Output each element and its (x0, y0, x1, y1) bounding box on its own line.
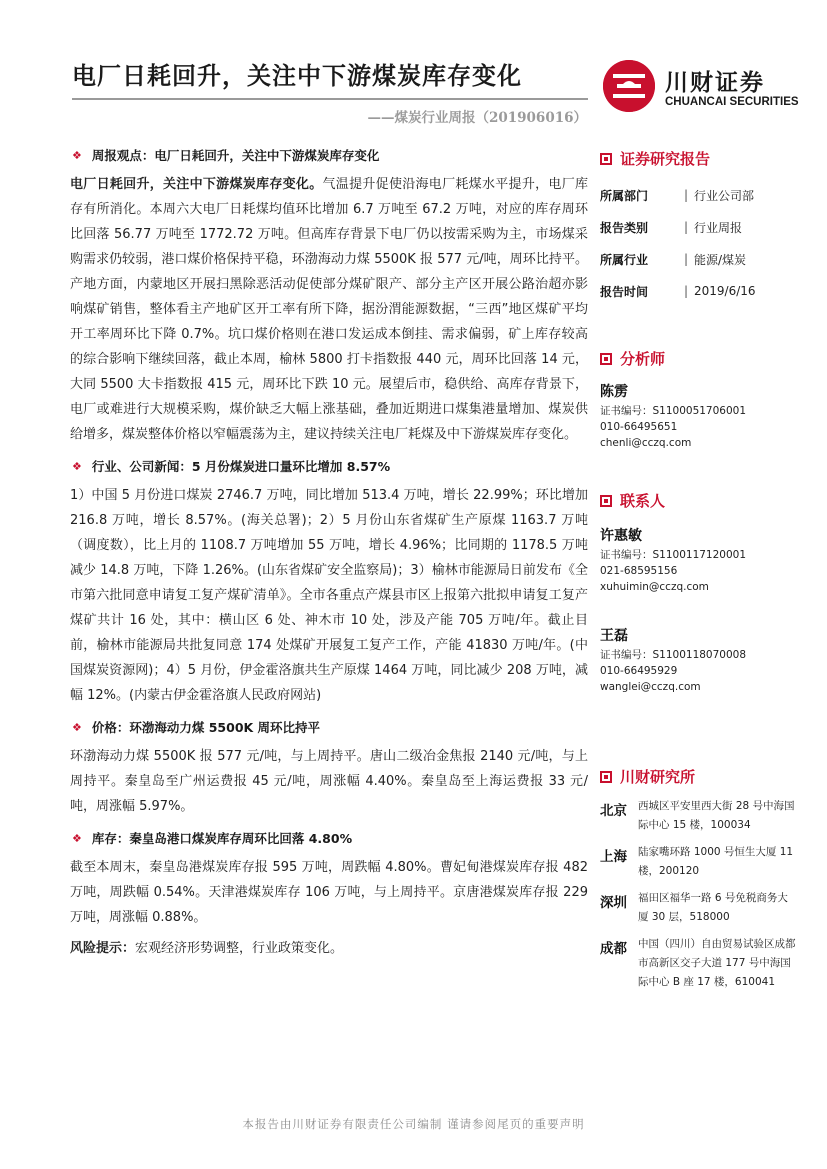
page-title: 电厂日耗回升，关注中下游煤炭库存变化 (72, 61, 522, 90)
contact-email[interactable]: xuhuimin@cczq.com (600, 581, 709, 593)
info-row-department (600, 179, 800, 211)
contacts-heading (600, 490, 800, 511)
diamond-bullet-icon: ❖ (72, 148, 82, 162)
company-logo-icon (603, 60, 655, 112)
report-info-panel (600, 148, 800, 307)
info-row-industry (600, 243, 800, 275)
institute-heading (600, 766, 800, 787)
analyst-panel (600, 348, 800, 451)
info-key: 所属行业 (600, 252, 649, 267)
diamond-bullet-icon: ❖ (72, 720, 82, 734)
contacts-panel (600, 490, 800, 695)
contact-card (600, 525, 800, 595)
inventory-paragraph: 截至本周末，秦皇岛港煤炭库存报 595 万吨，周跌幅 4.80%。曹妃甸港煤炭库存报 482 万吨，周跌幅 0.54%。天津港煤炭库存 106 万吨，与上周持平。京唐港煤炭库存报 229 万吨，周涨幅 0.88%。 (70, 860, 588, 925)
contact-name: 许惠敏 (600, 528, 642, 544)
section-heading-news (72, 457, 588, 475)
contact-cert: 证书编号：S1100118070008 (600, 649, 747, 661)
info-key: 报告类别 (600, 220, 649, 235)
contact-email[interactable]: wanglei@cczq.com (600, 681, 701, 693)
diamond-bullet-icon: ❖ (72, 459, 82, 473)
office-city: 深圳 (600, 895, 627, 911)
section-heading-price (72, 718, 588, 736)
report-info-heading (600, 148, 800, 169)
contact-phone: 021-68595156 (600, 565, 678, 577)
office-city: 上海 (600, 849, 627, 865)
office-city: 北京 (600, 803, 627, 819)
info-value: 行业周报 (694, 220, 743, 235)
footer-disclaimer: 本报告由川财证券有限责任公司编制 谨请参阅尾页的重要声明 (242, 1117, 585, 1131)
contact-cert: 证书编号：S1100117120001 (600, 549, 747, 561)
info-key: 所属部门 (600, 188, 649, 203)
office-address: 福田区福华一路 6 号免税商务大厦 30 层，518000 (638, 892, 788, 923)
office-city: 成都 (600, 941, 627, 957)
analyst-email[interactable]: chenli@cczq.com (600, 437, 692, 449)
square-bullet-icon (600, 495, 612, 507)
office-chengdu (600, 935, 800, 992)
outlook-body: 气温提升促使沿海电厂耗煤水平提升，电厂库存有所消化。本周六大电厂日耗煤均值环比增加 6.7 万吨至 67.2 万吨，对应的库存周环比回落 56.77 万吨至 1772.72 万吨。但高库存背景下电厂仍以按需采购为主，市场煤采购需求仍较弱，港口煤价格保持平稳，环渤海动力煤 5500K 报 577 元/吨，周环比持平。产地方面，内蒙地区开展扫黑除恶活动促使部分煤矿限产、部分主产区开展公路治超亦影响煤矿销售，整体看主产地矿区开工率有所下降，据汾渭能源数据，“三西”地区煤矿平均开工率周环比下降 0.7%。坑口煤价格则在港口发运成本倒挂、需求偏弱，矿上库存较高的综合影响下继续回落，截止本周，榆林 5800 打卡指数报 440 元，周环比回落 14 元，大同 5500 大卡指数报 415 元，周环比下跌 10 元。展望后市，稳供给、高库存背景下，电厂或难进行大规模采购，煤价缺乏大幅上涨基础，叠加近期进口煤集港量增加、煤炭供给增多，煤炭整体价格以窄幅震荡为主，建议持续关注电厂耗煤及中下游煤炭库存变化。 (70, 177, 588, 442)
risk-text: 宏观经济形势调整，行业政策变化。 (135, 941, 344, 956)
info-separator: | (684, 252, 689, 266)
institute-heading-text: 川财研究所 (620, 768, 696, 786)
office-shanghai (600, 843, 800, 881)
contact-card (600, 625, 800, 695)
page-subtitle: ——煤炭行业周报（201906016） (367, 110, 587, 126)
report-info-heading-text: 证券研究报告 (620, 150, 711, 168)
title-rule (72, 98, 588, 100)
info-separator: | (684, 220, 689, 234)
news-paragraph: 1）中国 5 月份进口煤炭 2746.7 万吨，同比增加 513.4 万吨，增长 22.99%；环比增加 216.8 万吨，增长 8.57%。(海关总署)；2）5 月份山东省煤矿生产原煤 1163.7 万吨（调度数），比上月的 1108.7 万吨增加 55 万吨，增长 4.96%；比同期的 1178.5 万吨减少 14.8 万吨，下降 1.26%。(山东省煤矿安全监察局)；3）榆林市能源局日前发布《全市第六批同意申请复工复产煤矿清单》。全市各重点产煤县市区上报第六批拟申请复工复产煤矿共计 16 处，其中：横山区 6 处、神木市 10 处，涉及产能 705 万吨/年。截止目前，榆林市能源局共批复同意 174 处煤矿开展复工复产工作，产能 41830 万吨/年。(中国煤炭资源网)；4）5 月份，伊金霍洛旗共生产原煤 1464 万吨，同比减少 208 万吨，减幅 12%。(内蒙古伊金霍洛旗人民政府网站) (70, 488, 588, 703)
analyst-heading (600, 348, 800, 369)
diamond-bullet-icon: ❖ (72, 831, 82, 845)
section-heading-outlook (72, 146, 588, 164)
analyst-phone: 010-66495651 (600, 421, 678, 433)
office-address: 西城区平安里西大街 28 号中海国际中心 15 楼，100034 (638, 800, 795, 831)
office-address: 中国（四川）自由贸易试验区成都市高新区交子大道 177 号中海国际中心 B 座 17 楼，610041 (638, 938, 796, 988)
section-heading-text: 周报观点：电厂日耗回升，关注中下游煤炭库存变化 (91, 148, 380, 163)
info-separator: | (684, 188, 689, 202)
risk-label: 风险提示： (70, 941, 136, 956)
office-beijing (600, 797, 800, 835)
main-content (70, 146, 588, 961)
analyst-name: 陈雳 (600, 384, 628, 400)
risk-warning (70, 936, 588, 961)
office-shenzhen (600, 889, 800, 927)
info-value: 2019/6/16 (694, 284, 756, 298)
outlook-paragraph (70, 172, 588, 447)
analyst-cert: 证书编号：S1100051706001 (600, 405, 747, 417)
section-heading-inventory (72, 829, 588, 847)
office-address: 陆家嘴环路 1000 号恒生大厦 11 楼，200120 (638, 846, 794, 877)
logo-en-text: CHUANCAI SECURITIES (665, 96, 799, 108)
section-heading-text: 价格：环渤海动力煤 5500K 周环比持平 (91, 720, 321, 735)
contacts-heading-text: 联系人 (620, 492, 666, 510)
square-bullet-icon (600, 771, 612, 783)
info-value: 行业公司部 (694, 188, 755, 203)
square-bullet-icon (600, 153, 612, 165)
square-bullet-icon (600, 353, 612, 365)
section-heading-text: 库存：秦皇岛港口煤炭库存周环比回落 4.80% (91, 831, 353, 846)
logo-cn-text: 川财证券 (665, 70, 765, 96)
contact-name: 王磊 (600, 628, 628, 644)
info-key: 报告时间 (600, 284, 649, 299)
section-heading-text: 行业、公司新闻：5 月份煤炭进口量环比增加 8.57% (91, 459, 391, 474)
outlook-lead: 电厂日耗回升，关注中下游煤炭库存变化。 (70, 177, 323, 192)
info-row-date (600, 275, 800, 307)
info-value: 能源/煤炭 (694, 252, 747, 267)
analyst-heading-text: 分析师 (620, 350, 666, 368)
institute-panel (600, 766, 800, 1000)
info-separator: | (684, 284, 689, 298)
contact-phone: 010-66495929 (600, 665, 678, 677)
company-logo (603, 60, 813, 114)
price-paragraph: 环渤海动力煤 5500K 报 577 元/吨，与上周持平。唐山二级冶金焦报 2140 元/吨，与上周持平。秦皇岛至广州运费报 45 元/吨，周涨幅 4.40%。秦皇岛至上海运费报 33 元/吨，周涨幅 5.97%。 (70, 749, 588, 814)
info-row-category (600, 211, 800, 243)
